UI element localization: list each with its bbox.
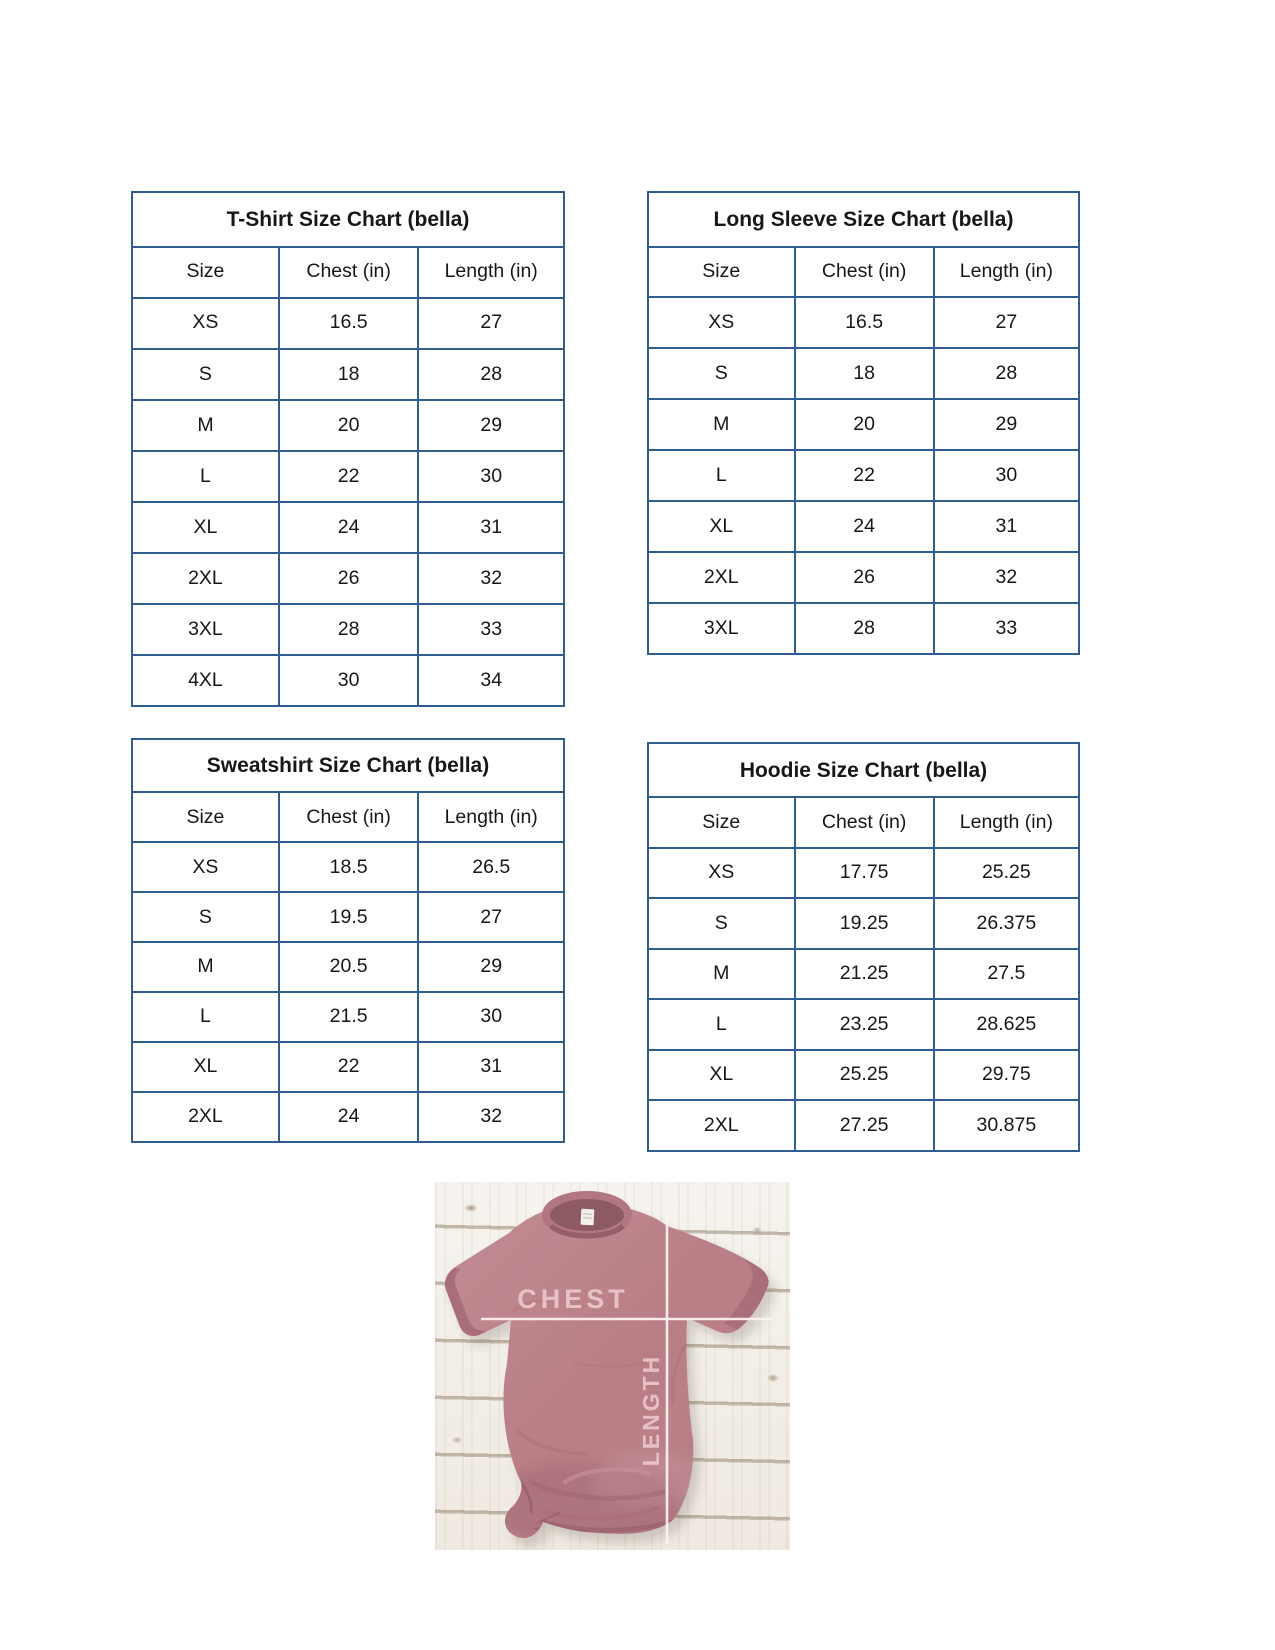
table-cell: M	[648, 399, 795, 450]
table-cell: 22	[279, 451, 419, 502]
product-photo	[435, 1182, 790, 1550]
table-cell: 28	[934, 348, 1079, 399]
table-cell: 24	[795, 501, 934, 552]
table-cell: 25.25	[795, 1050, 934, 1101]
table-cell: 32	[934, 552, 1079, 603]
table-row	[132, 298, 564, 349]
table-row	[648, 603, 1079, 654]
table-cell: 16.5	[279, 298, 419, 349]
table-cell: 17.75	[795, 848, 934, 899]
table-cell: 29.75	[934, 1050, 1079, 1101]
column-header: Length (in)	[934, 797, 1079, 848]
column-header: Size	[648, 247, 795, 298]
collar-tag	[581, 1209, 595, 1226]
table-row	[648, 898, 1079, 949]
table-cell: L	[132, 992, 279, 1042]
table-row	[648, 552, 1079, 603]
table-row	[648, 999, 1079, 1050]
table-title: T-Shirt Size Chart (bella)	[132, 192, 564, 247]
table-cell: 30	[418, 451, 564, 502]
table-row	[132, 400, 564, 451]
column-header: Chest (in)	[279, 247, 419, 298]
table-cell: 33	[934, 603, 1079, 654]
table-cell: 19.5	[279, 892, 419, 942]
table-cell: 26.375	[934, 898, 1079, 949]
column-header: Chest (in)	[795, 247, 934, 298]
table-cell: 30	[934, 450, 1079, 501]
table-cell: 34	[418, 655, 564, 706]
table-cell: S	[132, 349, 279, 400]
column-header: Size	[648, 797, 795, 848]
table-cell: 26	[279, 553, 419, 604]
table-cell: 2XL	[132, 553, 279, 604]
table-row	[132, 451, 564, 502]
table-cell: L	[648, 450, 795, 501]
table-cell: M	[132, 942, 279, 992]
table-cell: 2XL	[648, 552, 795, 603]
column-header: Chest (in)	[279, 792, 419, 842]
table-cell: 20	[795, 399, 934, 450]
table-cell: 20	[279, 400, 419, 451]
sweatshirt-size-table	[131, 738, 565, 1143]
table-cell: 29	[418, 942, 564, 992]
table-row	[648, 501, 1079, 552]
table-row	[132, 349, 564, 400]
table-cell: 31	[418, 502, 564, 553]
table-cell: 33	[418, 604, 564, 655]
table-cell: 22	[795, 450, 934, 501]
table-cell: 22	[279, 1042, 419, 1092]
table-row	[648, 399, 1079, 450]
table-cell: 16.5	[795, 297, 934, 348]
table-cell: 27.25	[795, 1100, 934, 1151]
table-cell: 32	[418, 1092, 564, 1142]
length-label: LENGTH	[638, 1353, 664, 1467]
table-cell: 29	[934, 399, 1079, 450]
table-cell: L	[648, 999, 795, 1050]
table-row	[132, 992, 564, 1042]
table-cell: 28.625	[934, 999, 1079, 1050]
table-cell: 23.25	[795, 999, 934, 1050]
hoodie-size-table	[647, 742, 1080, 1152]
table-cell: 3XL	[648, 603, 795, 654]
chest-label: CHEST	[517, 1284, 629, 1314]
table-cell: XS	[132, 298, 279, 349]
table-cell: S	[132, 892, 279, 942]
tshirt-size-table	[131, 191, 565, 707]
table-row	[132, 842, 564, 892]
collar	[546, 1195, 628, 1237]
table-cell: 19.25	[795, 898, 934, 949]
table-cell: S	[648, 898, 795, 949]
table-row	[648, 297, 1079, 348]
table-cell: 21.5	[279, 992, 419, 1042]
table-cell: 28	[279, 604, 419, 655]
table-title: Long Sleeve Size Chart (bella)	[648, 192, 1079, 247]
table-cell: 28	[795, 603, 934, 654]
tshirt-graphic	[435, 1182, 790, 1550]
column-header: Chest (in)	[795, 797, 934, 848]
table-cell: 3XL	[132, 604, 279, 655]
table-row	[648, 348, 1079, 399]
table-cell: XL	[132, 502, 279, 553]
table-cell: 27	[934, 297, 1079, 348]
table-cell: M	[132, 400, 279, 451]
table-cell: 31	[418, 1042, 564, 1092]
table-cell: 26	[795, 552, 934, 603]
table-row	[132, 1092, 564, 1142]
table-row	[132, 553, 564, 604]
table-cell: XL	[648, 1050, 795, 1101]
table-row	[648, 450, 1079, 501]
table-cell: XS	[648, 848, 795, 899]
table-cell: 27	[418, 892, 564, 942]
table-cell: 25.25	[934, 848, 1079, 899]
table-cell: 31	[934, 501, 1079, 552]
table-cell: XL	[648, 501, 795, 552]
table-cell: M	[648, 949, 795, 1000]
column-header: Size	[132, 247, 279, 298]
column-header: Size	[132, 792, 279, 842]
table-row	[132, 655, 564, 706]
column-header: Length (in)	[934, 247, 1079, 298]
table-row	[132, 1042, 564, 1092]
table-cell: 27.5	[934, 949, 1079, 1000]
table-cell: XS	[132, 842, 279, 892]
table-cell: 24	[279, 1092, 419, 1142]
table-row	[132, 942, 564, 992]
table-row	[648, 1100, 1079, 1151]
table-cell: XL	[132, 1042, 279, 1092]
table-cell: 26.5	[418, 842, 564, 892]
table-row	[648, 848, 1079, 899]
table-cell: XS	[648, 297, 795, 348]
table-cell: 32	[418, 553, 564, 604]
table-cell: S	[648, 348, 795, 399]
column-header: Length (in)	[418, 247, 564, 298]
table-cell: 18	[279, 349, 419, 400]
table-cell: 30	[279, 655, 419, 706]
table-cell: 29	[418, 400, 564, 451]
table-cell: 30.875	[934, 1100, 1079, 1151]
table-row	[648, 1050, 1079, 1101]
table-cell: 24	[279, 502, 419, 553]
table-cell: 18.5	[279, 842, 419, 892]
table-title: Sweatshirt Size Chart (bella)	[132, 739, 564, 792]
long-sleeve-size-table	[647, 191, 1080, 655]
table-cell: 21.25	[795, 949, 934, 1000]
column-header: Length (in)	[418, 792, 564, 842]
table-cell: 2XL	[132, 1092, 279, 1142]
table-row	[132, 502, 564, 553]
table-cell: 27	[418, 298, 564, 349]
table-cell: 4XL	[132, 655, 279, 706]
table-cell: 20.5	[279, 942, 419, 992]
table-row	[132, 892, 564, 942]
table-row	[648, 949, 1079, 1000]
table-cell: 30	[418, 992, 564, 1042]
table-cell: 18	[795, 348, 934, 399]
table-cell: L	[132, 451, 279, 502]
table-cell: 2XL	[648, 1100, 795, 1151]
table-cell: 28	[418, 349, 564, 400]
table-title: Hoodie Size Chart (bella)	[648, 743, 1079, 797]
table-row	[132, 604, 564, 655]
